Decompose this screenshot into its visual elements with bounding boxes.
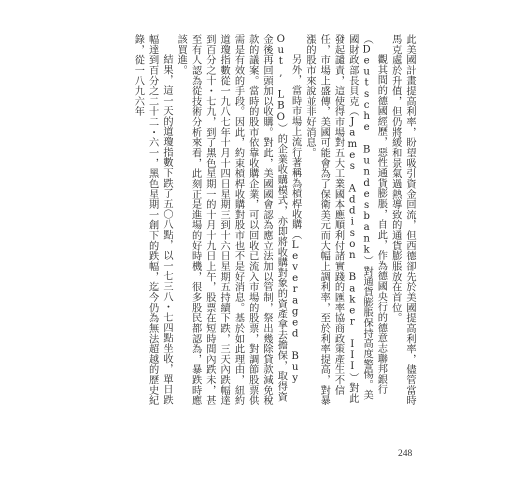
paragraph: 觀其間的德國經歷，惡性通貨膨脹，自此，作為德國央行的德意志聯邦銀行（Deutsche Bundesbank）對通貨膨脹保持高度警惕。美國財政部長貝克（James Addison Baker III）對此發起譴責，這使得市場對五大工業國本應順利付諸實踐的匯率協商政策產生不信任，市場上盛傳，美國可能會為了保衛美元而大幅上調利率，至於利率提高，對暴漲的股市來說並非好消息。 [303,34,387,406]
body-text [116,34,416,406]
paragraph: 此美國計畫提高利率，盼望吸引資金回流，但西德卻先於美國提高利率，儘管當時馬克處於升值，但仍將緩和景氣過熱導致的通貨膨脹放在首位。 [389,34,415,406]
paragraph: 另外，當時市場上流行著稱為槓桿收購（Leveraged Buy Out, LBO）的企業收購模式，亦即將收購對象的資產拿去擔保，取得資金後再回頭加以收購。對此，美國國會認為應立法加以管制，祭出幾除貸款減免稅款的議案。當時的股市依靠收購企業，可以回收已流入市場的股票，對調節股票供需是有效的手段。因此，約束槓桿收購對股市也不是好消息。基於如此理由，紐約道瓊指數從一九八七年十月十四日星期三到十六日星期五持續下跌，三天內跌幅達到百分之十・七九，到了黑色星期一的十月十九日上午，股票在短時間內跌未，甚至有人認為從技術分析來看，此刻正是進場的好時機，很多股民都認為，暴跌時應該買進。 [175,34,301,406]
page-number: 248 [398,449,413,459]
paragraph: 結果，這一天的道瓊指數下跌了五〇八點，以一七三八・七四點坐收，單日跌幅達到百分之二十二・六一，黑色星期一創下的跌幅，迄今仍為無法超越的歷史紀錄，從一八九六年 [132,34,172,406]
